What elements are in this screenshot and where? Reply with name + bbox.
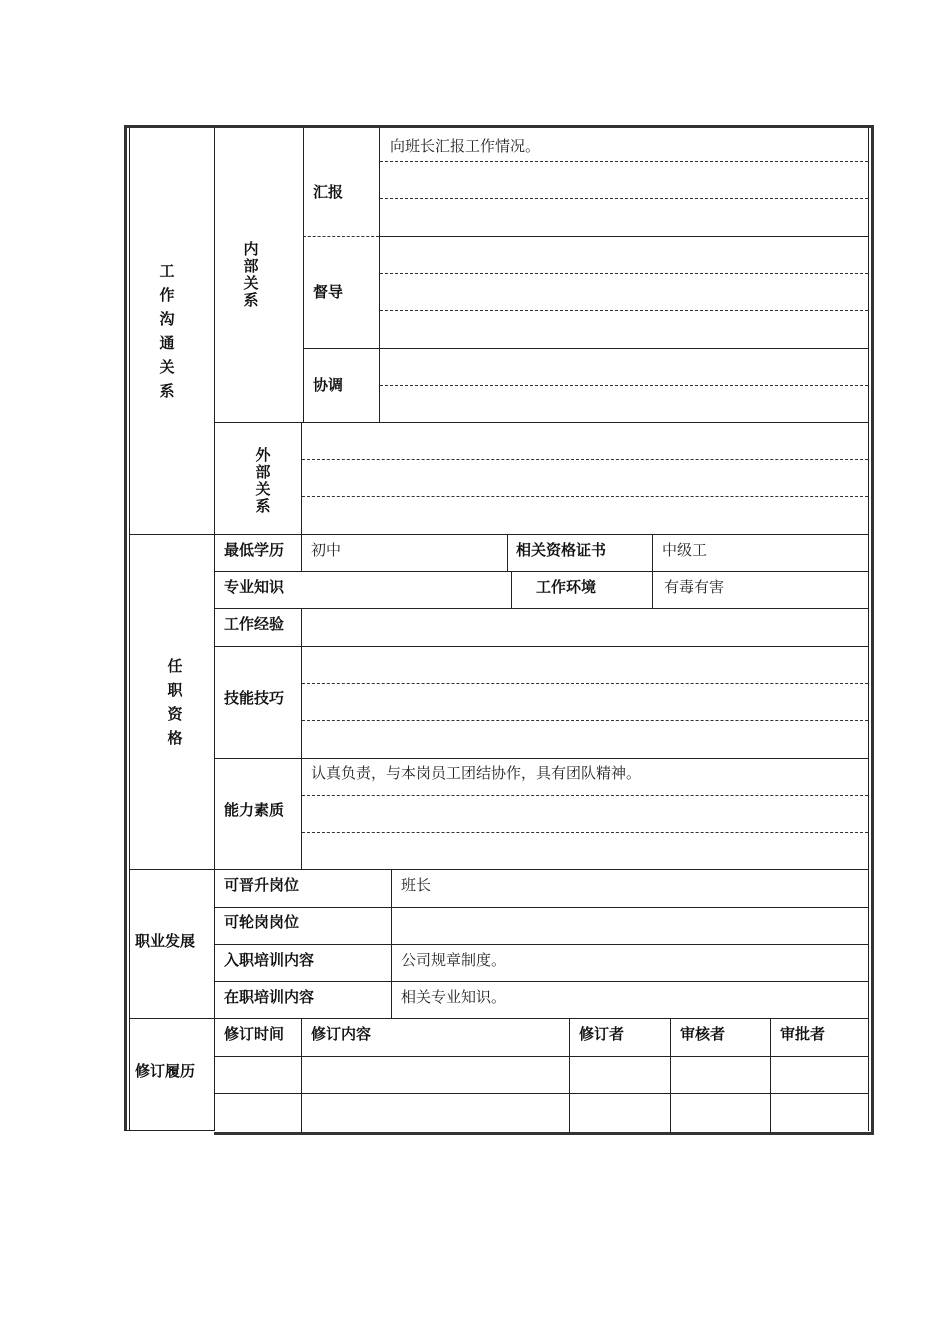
skills-dash-2 bbox=[302, 720, 868, 721]
promotion-label: 可晋升岗位 bbox=[224, 876, 300, 894]
supervise-label: 督导 bbox=[313, 283, 344, 301]
supervise-dash-2 bbox=[380, 310, 868, 311]
frame-top bbox=[124, 125, 874, 128]
inner-right-line bbox=[868, 128, 869, 1131]
onboard-training-label: 入职培训内容 bbox=[224, 951, 315, 969]
row-line-qual-end bbox=[129, 869, 868, 870]
revision-row-line-1 bbox=[214, 1056, 868, 1057]
career-section-label: 职业发展 bbox=[135, 932, 196, 950]
row-line-knowledge bbox=[214, 608, 868, 609]
inner-left-line bbox=[129, 128, 130, 1130]
frame-right bbox=[871, 125, 874, 1135]
ability-dash-1 bbox=[302, 795, 868, 796]
onjob-training-label: 在职培训内容 bbox=[224, 988, 315, 1006]
environment-value: 有毒有害 bbox=[664, 578, 725, 596]
environment-label: 工作环境 bbox=[536, 578, 597, 596]
revision-section-label: 修订履历 bbox=[135, 1062, 196, 1080]
revision-row-line-2 bbox=[214, 1093, 868, 1094]
internal-relations-label: 内部关系 bbox=[243, 240, 259, 309]
frame-bottom bbox=[214, 1132, 874, 1135]
revision-col-2 bbox=[569, 1018, 570, 1133]
report-text: 向班长汇报工作情况。 bbox=[390, 137, 541, 155]
skills-dash-1 bbox=[302, 683, 868, 684]
revision-header-content: 修订内容 bbox=[311, 1025, 372, 1043]
promotion-value: 班长 bbox=[401, 876, 432, 894]
report-dash-2 bbox=[380, 198, 868, 199]
row-line-comm-end bbox=[129, 534, 868, 535]
revision-col-4 bbox=[770, 1018, 771, 1133]
row-line-onboard bbox=[214, 981, 868, 982]
frame-left bbox=[124, 125, 127, 1131]
supervise-dash-1 bbox=[380, 273, 868, 274]
coordinate-label: 协调 bbox=[313, 376, 344, 394]
row-line-experience bbox=[214, 646, 868, 647]
ability-text: 认真负责，与本岗员工团结协作，具有团队精神。 bbox=[311, 764, 642, 782]
revision-header-approver: 审批者 bbox=[780, 1025, 826, 1043]
report-end-line bbox=[380, 236, 868, 237]
revision-header-reviser: 修订者 bbox=[579, 1025, 625, 1043]
env-label-left-line bbox=[511, 571, 512, 609]
skills-label: 技能技巧 bbox=[224, 689, 285, 707]
report-dash-1 bbox=[380, 161, 868, 162]
coordinate-dash-1 bbox=[380, 385, 868, 386]
row-line-rotation bbox=[214, 944, 868, 945]
row-line-education bbox=[214, 571, 868, 572]
external-dash-1 bbox=[302, 459, 868, 460]
rotation-label: 可轮岗岗位 bbox=[224, 913, 300, 931]
education-label: 最低学历 bbox=[224, 541, 285, 559]
revision-header-reviewer: 审核者 bbox=[680, 1025, 726, 1043]
onjob-training-value: 相关专业知识。 bbox=[401, 988, 507, 1006]
report-label-dash bbox=[303, 236, 379, 237]
onboard-training-value: 公司规章制度。 bbox=[401, 951, 507, 969]
qualification-section-label: 任职资格 bbox=[167, 657, 183, 747]
comm-section-label: 工作沟通关系 bbox=[159, 262, 175, 400]
qual-label-col-line bbox=[301, 608, 302, 870]
external-dash-2 bbox=[302, 496, 868, 497]
certificate-label: 相关资格证书 bbox=[516, 541, 607, 559]
report-label: 汇报 bbox=[313, 183, 344, 201]
supervise-end-line bbox=[303, 348, 868, 349]
certificate-value: 中级工 bbox=[662, 541, 708, 559]
cert-label-left-line bbox=[507, 534, 508, 572]
ability-dash-2 bbox=[302, 832, 868, 833]
ability-label: 能力素质 bbox=[224, 801, 285, 819]
revision-header-time: 修订时间 bbox=[224, 1025, 285, 1043]
revision-col-1 bbox=[301, 1018, 302, 1133]
col-line-sublabel bbox=[379, 128, 380, 423]
row-line-internal-end bbox=[214, 422, 868, 423]
row-line-skills bbox=[214, 758, 868, 759]
knowledge-label: 专业知识 bbox=[224, 578, 285, 596]
external-relations-label: 外部关系 bbox=[255, 446, 271, 515]
external-col-line bbox=[301, 422, 302, 534]
row-line-career-end bbox=[129, 1018, 868, 1019]
frame-bottom-left bbox=[124, 1130, 215, 1131]
experience-label: 工作经验 bbox=[224, 615, 285, 633]
col-line-internal bbox=[303, 128, 304, 423]
edu-col-line bbox=[301, 534, 302, 572]
education-value: 初中 bbox=[311, 541, 342, 559]
revision-col-3 bbox=[670, 1018, 671, 1133]
row-line-promotion bbox=[214, 907, 868, 908]
